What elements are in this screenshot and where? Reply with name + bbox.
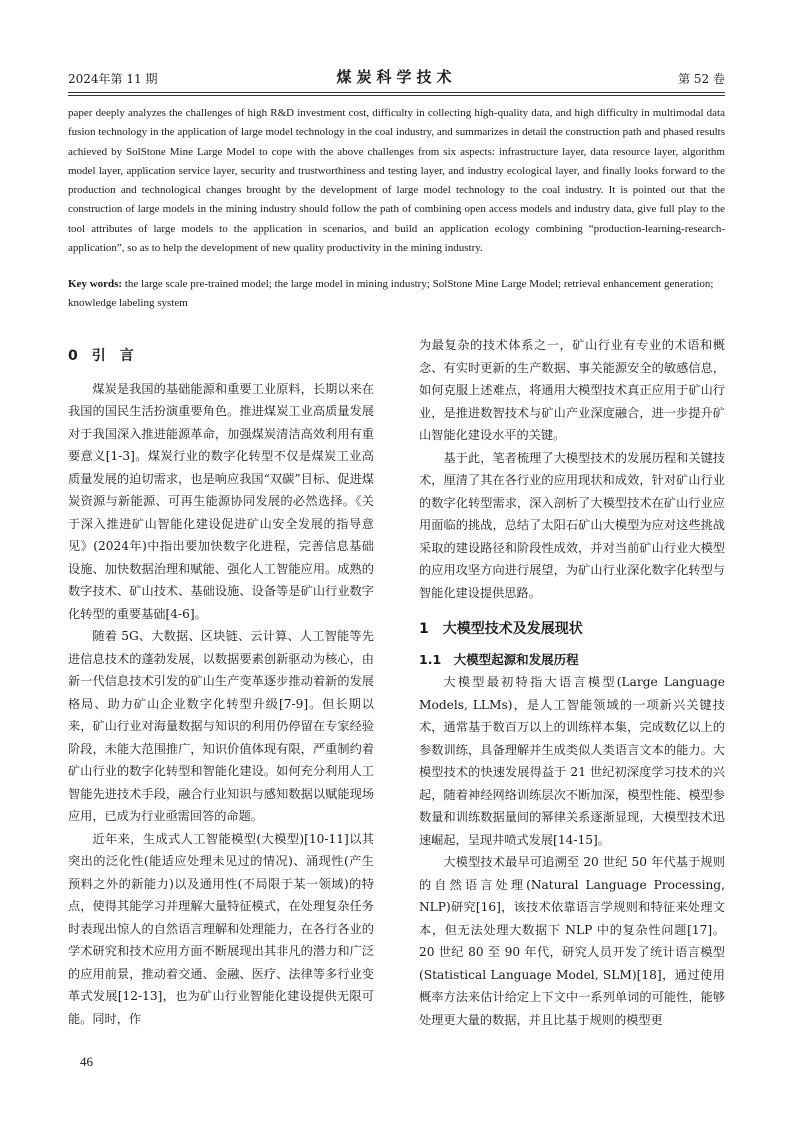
keywords-label: Key words: [68, 278, 123, 290]
header-rule-thin [68, 95, 725, 96]
section-1-1-title: 1.1 大模型起源和发展历程 [419, 651, 579, 667]
intro-paragraph-2: 随着 5G、大数据、区块链、云计算、人工智能等先进信息技术的蓬勃发展，以数据要素创新驱动为核心，由新一代信息技术引发的矿山生产变革逐步推动着新的发展格局、助力矿山企业数字化转型升级[7-9]。但长期以来，矿山行业对海量数据与知识的利用仍停留在专家经验阶段，未能大范围推广，知识价值体现有限，严重制约着矿山行业的数字化转型和智能化建设。如何充分利用人工智能先进技术手段，融合行业知识与感知数据以赋能现场应用，已成为行业亟需回答的命题。 [68, 629, 374, 823]
issue-label: 2024年第 11 期 [68, 72, 158, 86]
header-rule [68, 92, 725, 93]
volume-label: 第 52 卷 [678, 72, 725, 86]
page-header [68, 66, 725, 92]
s11-paragraph-2: 大模型技术最早可追溯至 20 世纪 50 年代基于规则的自然语言处理(Natural Language Processing, NLP)研究[16]，该技术依靠语言学规则和特征来处理文本，但无法处理大数据下 NLP 中的复杂性问题[17]。20 世纪 80 至 90 年代，研究人员开发了统计语言模型(Statistical Language Model, SLM)[18]，通过使用概率方法来估计给定上下文中一系列单词的可能性，能够处理更大量的数据，并且比基于规则的模型更 [419, 855, 725, 1027]
left-column [68, 345, 374, 1030]
section-1-title: 1 大模型技术及发展现状 [419, 621, 583, 637]
keywords-text: the large scale pre-trained model; the large model in mining industry; SolStone Mine Large Model; retrieval enhancement generation; knowledge labeling system [68, 278, 714, 310]
right-column [419, 334, 725, 1031]
section-intro-title: 0 引 言 [68, 348, 134, 364]
s11-paragraph-1: 大模型最初特指大语言模型(Large Language Models, LLMs)，是人工智能领域的一项新兴关键技术，通常基于数百万以上的训练样本集，完成数亿以上的参数训练，具备理解并生成类似人类语言文本的能力。大模型技术的快速发展得益于 21 世纪初深度学习技术的兴起，随着神经网络训练层次不断加深，模型性能、模型参数量和训练数据量间的幂律关系逐渐显现，大模型技术迅速崛起，呈现井喷式发展[14-15]。 [419, 675, 725, 847]
abstract-text: paper deeply analyzes the challenges of high R&D investment cost, difficulty in collecting high-quality data, and high difficulty in multimodal data fusion technology in the application of large model technology in the coal industry, and summarizes in detail the construction path and phased results achieved by SolStone Mine Large Model to cope with the above challenges from six aspects: infrastructure layer, data resource layer, algorithm model layer, application service layer, security and trustworthiness and testing layer, and industry ecological layer, and finally looks forward to the production and technological changes brought by the development of large model technology to the coal industry. It is pointed out that the construction of large models in the mining industry should follow the path of combining open access models and industry data, give full play to the tool attributes of large models to the application in scenarios, and build an application ecology combining “production-learning-research-application”, so as to help the development of new quality productivity in the mining industry. [68, 107, 725, 255]
right-paragraph-1: 为最复杂的技术体系之一，矿山行业有专业的术语和概念、有实时更新的生产数据、事关能源安全的敏感信息，如何克服上述难点，将通用大模型技术真正应用于矿山行业，是推进数智技术与矿山产业深度融合，进一步提升矿山智能化建设水平的关键。 [419, 338, 725, 442]
right-paragraph-2: 基于此，笔者梳理了大模型技术的发展历程和关键技术，厘清了其在各行业的应用现状和成效，针对矿山行业的数字化转型需求，深入剖析了大模型技术在矿山行业应用面临的挑战，总结了太阳石矿山大模型为应对这些挑战采取的建设路径和阶段性成效，并对当前矿山行业大模型的应用攻坚方向进行展望，为矿山行业深化数字化转型与智能化建设提供思路。 [419, 450, 725, 600]
page-number: 46 [80, 1054, 93, 1069]
keywords [68, 275, 725, 314]
intro-paragraph-1: 煤炭是我国的基础能源和重要工业原料，长期以来在我国的国民生活扮演重要角色。推进煤炭工业高质量发展对于我国深入推进能源革命，加强煤炭清洁高效利用有重要意义[1-3]。煤炭行业的数字化转型不仅是煤炭工业高质量发展的迫切需求，也是响应我国“双碳”目标、促进煤炭资源与新能源、可再生能源协同发展的必然选择。《关于深入推进矿山智能化建设促进矿山安全发展的指导意见》(2024年)中指出要加快数字化进程，完善信息基础设施、加快数据治理和赋能、强化人工智能应用。成熟的数字技术、矿山技术、基础设施、设备等是矿山行业数字化转型的重要基础[4-6]。 [68, 381, 374, 621]
intro-paragraph-3: 近年来，生成式人工智能模型(大模型)[10-11]以其突出的泛化性(能适应处理未见过的情况)、涌现性(产生预料之外的新能力)以及通用性(不局限于某一领域)的特点，使得其能学习并理解大量特征模式，在处理复杂任务时表现出惊人的自然语言理解和处理能力，在各行各业的学术研究和技术应用方面不断展现出其非凡的潜力和广泛的应用前景，推动着交通、金融、医疗、法律等多行业变革式发展[12-13]，也为矿山行业智能化建设提供无限可能。同时，作 [68, 831, 374, 1026]
journal-title: 煤炭科学技术 [336, 68, 457, 86]
